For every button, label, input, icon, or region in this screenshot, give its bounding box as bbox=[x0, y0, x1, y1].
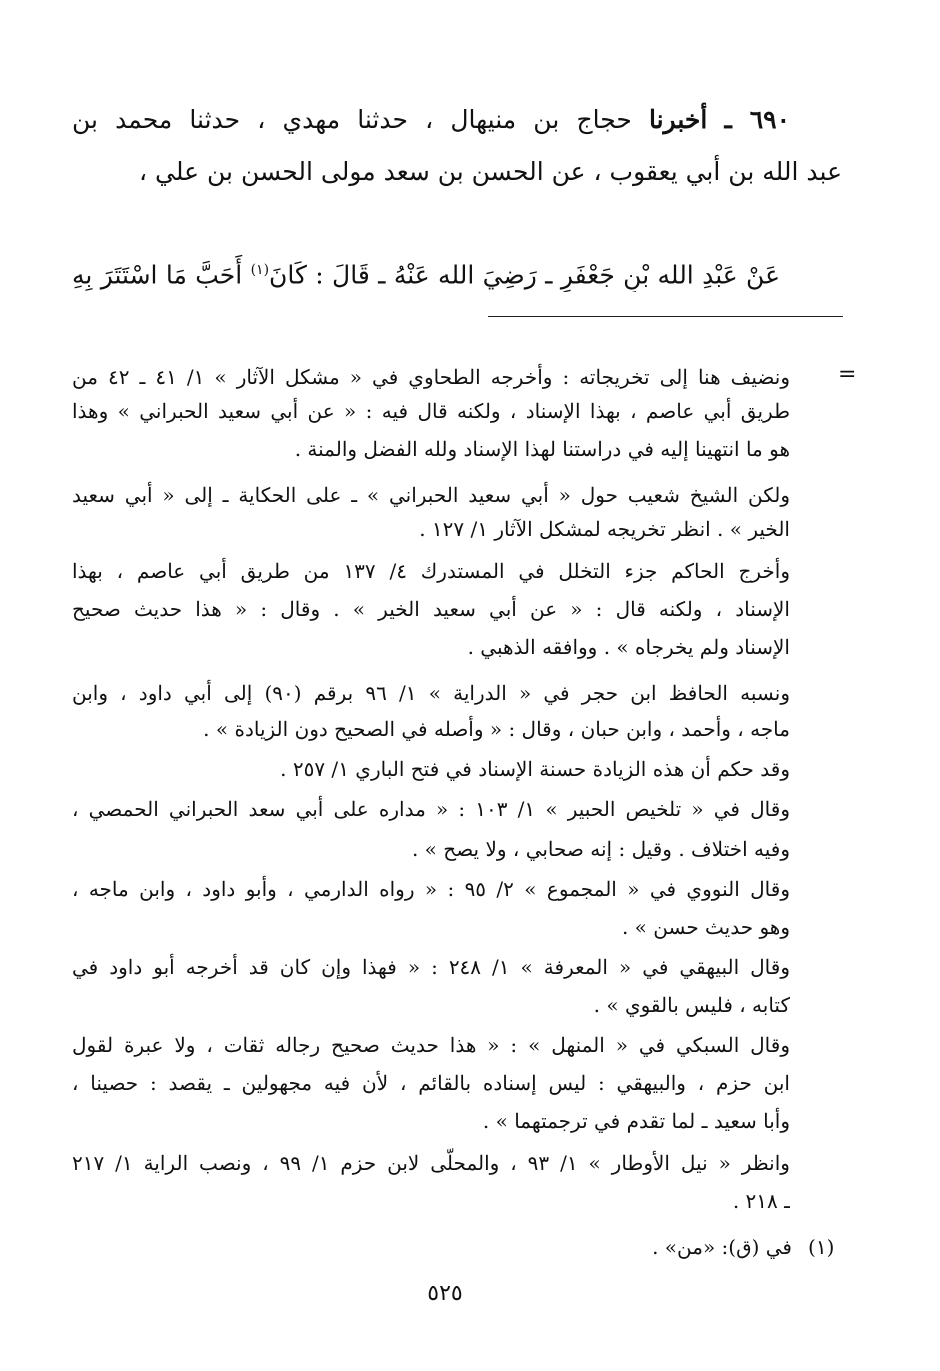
note-line: ابن حزم ، والبيهقي : ليس إسناده بالقائم ، لأن فيه مجهولين ـ يقصد : حصينا ، bbox=[72, 1071, 790, 1095]
note-line: الإسناد ، ولكنه قال : « عن أبي سعيد الخير » . وقال : « هذا حديث صحيح bbox=[72, 597, 790, 621]
note-line: وقال البيهقي في « المعرفة » ١/ ٢٤٨ : « فهذا وإن كان قد أخرجه أبو داود في bbox=[72, 955, 790, 979]
note-line: وفيه اختلاف . وقيل : إنه صحابي ، ولا يصح » . bbox=[411, 837, 790, 861]
footnote-text: في (ق): «من» . bbox=[652, 1235, 792, 1259]
note-line: وأبا سعيد ـ لما تقدم في ترجمتهما » . bbox=[482, 1109, 790, 1133]
note-line: ماجه ، وأحمد ، وابن حبان ، وقال : « وأصله في الصحيح دون الزيادة » . bbox=[203, 717, 790, 741]
matn-line bbox=[72, 248, 780, 292]
footnote-marker: (١) bbox=[808, 1235, 835, 1259]
note-line: ـ ٢١٨ . bbox=[732, 1189, 790, 1213]
isnad-line-1 bbox=[72, 100, 790, 140]
note-line: وانظر « نيل الأوطار » ١/ ٩٣ ، والمحلّى لابن حزم ١/ ٩٩ ، ونصب الراية ١/ ٢١٧ bbox=[72, 1151, 790, 1175]
note-line: هو ما انتهينا إليه في دراستنا لهذا الإسناد ولله الفضل والمنة . bbox=[294, 437, 790, 461]
note-line: ونضيف هنا إلى تخريجاته : وأخرجه الطحاوي في « مشكل الآثار » ١/ ٤١ ـ ٤٢ من bbox=[72, 365, 790, 389]
note-line: وقال النووي في « المجموع » ٢/ ٩٥ : « رواه الدارمي ، وأبو داود ، وابن ماجه ، bbox=[72, 877, 790, 901]
note-line: طريق أبي عاصم ، بهذا الإسناد ، ولكنه قال فيه : « عن أبي سعيد الحبراني » وهذا bbox=[72, 399, 790, 423]
note-line: وهو حديث حسن » . bbox=[621, 915, 790, 939]
page-number: ٥٢٥ bbox=[427, 1281, 463, 1306]
isnad-line-1-text: حجاج بن منيهال ، حدثنا مهدي ، حدثنا محمد بن bbox=[72, 105, 632, 134]
footnote-reference: (١) bbox=[250, 262, 270, 278]
isnad-line-2: عبد الله بن أبي يعقوب ، عن الحسن بن سعد مولى الحسن بن علي ، bbox=[139, 157, 842, 186]
note-line: وقد حكم أن هذه الزيادة حسنة الإسناد في فتح الباري ١/ ٢٥٧ . bbox=[280, 757, 790, 781]
footnote-separator bbox=[488, 316, 843, 317]
note-line: ونسبه الحافظ ابن حجر في « الدراية » ١/ ٩٦ برقم (٩٠) إلى أبي داود ، وابن bbox=[72, 681, 790, 705]
isnad-opening-word: أخبرنا bbox=[648, 105, 708, 134]
note-line: كتابه ، فليس بالقوي » . bbox=[593, 993, 790, 1017]
matn-text-start: عَنْ عَبْدِ الله بْنِ جَعْفَرٍ ـ رَضِيَ الله عَنْهُ ـ قَالَ : كَانَ bbox=[269, 260, 780, 290]
note-line: الخير » . انظر تخريجه لمشكل الآثار ١/ ١٢٧ . bbox=[419, 517, 790, 541]
note-line: ولكن الشيخ شعيب حول « أبي سعيد الحبراني » ـ على الحكاية ـ إلى « أبي سعيد bbox=[72, 483, 790, 507]
note-line: وأخرج الحاكم جزء التخلل في المستدرك ٤/ ١٣٧ من طريق أبي عاصم ، بهذا bbox=[72, 559, 790, 583]
matn-text-end: أَحَبَّ مَا اسْتَتَرَ بِهِ bbox=[72, 260, 243, 290]
note-line: وقال في « تلخيص الحبير » ١/ ١٠٣ : « مداره على أبي سعد الحبراني الحمصي ، bbox=[72, 797, 790, 821]
hadith-number: ٦٩٠ ـ bbox=[724, 105, 790, 134]
note-line: الإسناد ولم يخرجاه » . ووافقه الذهبي . bbox=[467, 635, 790, 659]
continuation-mark: = bbox=[838, 362, 857, 387]
note-line: وقال السبكي في « المنهل » : « هذا حديث صحيح رجاله ثقات ، ولا عبرة لقول bbox=[72, 1033, 790, 1057]
